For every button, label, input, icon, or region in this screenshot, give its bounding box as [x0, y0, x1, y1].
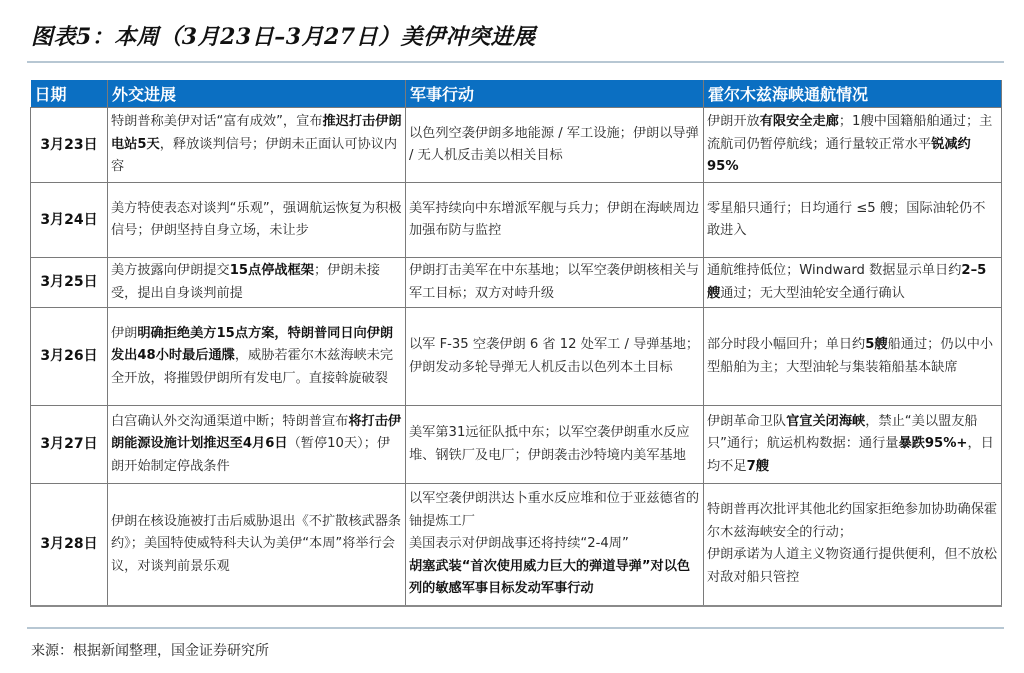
hormuz-cell: 特朗普再次批评其他北约国家拒绝参加协助确保霍尔木兹海峡安全的行动； 伊朗承诺为人道主义物资通行提供便利，但不放松对敌对船只管控	[704, 484, 1002, 606]
military-cell: 美军持续向中东增派军舰与兵力；伊朗在海峡周边加强布防与监控	[406, 183, 704, 258]
date-cell: 3月23日	[31, 108, 108, 183]
military-cell: 美军第31远征队抵中东；以军空袭伊朗重水反应堆、钢铁厂及电厂；伊朗袭击沙特境内美军基地	[406, 406, 704, 484]
hormuz-cell: 部分时段小幅回升；单日约5艘船通过；仍以中小型船舶为主；大型油轮与集装箱船基本缺席	[704, 308, 1002, 406]
military-cell: 以军空袭伊朗洪达卜重水反应堆和位于亚兹德省的铀提炼工厂 美国表示对伊朗战事还将持续“2-4周” 胡塞武装“首次使用威力巨大的弹道导弹”对以色列的敏感军事目标发动军事行动	[406, 484, 704, 606]
header-diplomacy: 外交进展	[108, 80, 406, 108]
diplomacy-cell: 白宫确认外交沟通渠道中断；特朗普宣布将打击伊朗能源设施计划推迟至4月6日（暂停10天）；伊朗开始制定停战条件	[108, 406, 406, 484]
diplomacy-cell: 伊朗明确拒绝美方15点方案，特朗普同日向伊朗发出48小时最后通牒，威胁若霍尔木兹海峡未完全开放，将摧毁伊朗所有发电厂。直接斡旋破裂	[108, 308, 406, 406]
header-date: 日期	[31, 80, 108, 108]
table-row	[31, 406, 1002, 484]
diplomacy-cell: 美方披露向伊朗提交15点停战框架；伊朗未接受，提出自身谈判前提	[108, 258, 406, 308]
date-cell: 3月25日	[31, 258, 108, 308]
source-note: 来源：根据新闻整理，国金证券研究所	[31, 643, 269, 659]
hormuz-cell: 通航维持低位；Windward 数据显示单日约2–5艘通过；无大型油轮安全通行确认	[704, 258, 1002, 308]
top-divider	[27, 61, 1004, 63]
military-cell: 伊朗打击美军在中东基地；以军空袭伊朗核相关与军工目标；双方对峙升级	[406, 258, 704, 308]
hormuz-cell: 伊朗革命卫队官宣关闭海峡，禁止“美以盟友船只”通行；航运机构数据：通行量暴跌95%+，日均不足7艘	[704, 406, 1002, 484]
diplomacy-cell: 伊朗在核设施被打击后威胁退出《不扩散核武器条约》；美国特使威特科夫认为美伊“本周”将举行会议，对谈判前景乐观	[108, 484, 406, 606]
table-row	[31, 108, 1002, 183]
figure-title: 图表5：本周（3月23日–3月27日）美伊冲突进展	[31, 24, 536, 50]
table-row	[31, 308, 1002, 406]
diplomacy-cell: 美方特使表态对谈判“乐观”，强调航运恢复为积极信号；伊朗坚持自身立场，未让步	[108, 183, 406, 258]
table-row	[31, 484, 1002, 606]
bottom-divider	[27, 627, 1004, 629]
date-cell: 3月24日	[31, 183, 108, 258]
header-military: 军事行动	[406, 80, 704, 108]
date-cell: 3月27日	[31, 406, 108, 484]
date-cell: 3月26日	[31, 308, 108, 406]
conflict-progress-table	[30, 80, 1002, 607]
table-row	[31, 183, 1002, 258]
hormuz-cell: 伊朗开放有限安全走廊；1艘中国籍船舶通过；主流航司仍暂停航线；通行量较正常水平锐减约95%	[704, 108, 1002, 183]
table-row	[31, 258, 1002, 308]
header-hormuz: 霍尔木兹海峡通航情况	[704, 80, 1002, 108]
date-cell: 3月28日	[31, 484, 108, 606]
diplomacy-cell: 特朗普称美伊对话“富有成效”，宣布推迟打击伊朗电站5天，释放谈判信号；伊朗未正面认可协议内容	[108, 108, 406, 183]
table-header-row	[31, 80, 1002, 108]
military-cell: 以色列空袭伊朗多地能源 / 军工设施；伊朗以导弹 / 无人机反击美以相关目标	[406, 108, 704, 183]
hormuz-cell: 零星船只通行；日均通行 ≤5 艘；国际油轮仍不敢进入	[704, 183, 1002, 258]
military-cell: 以军 F-35 空袭伊朗 6 省 12 处军工 / 导弹基地；伊朗发动多轮导弹无人机反击以色列本土目标	[406, 308, 704, 406]
